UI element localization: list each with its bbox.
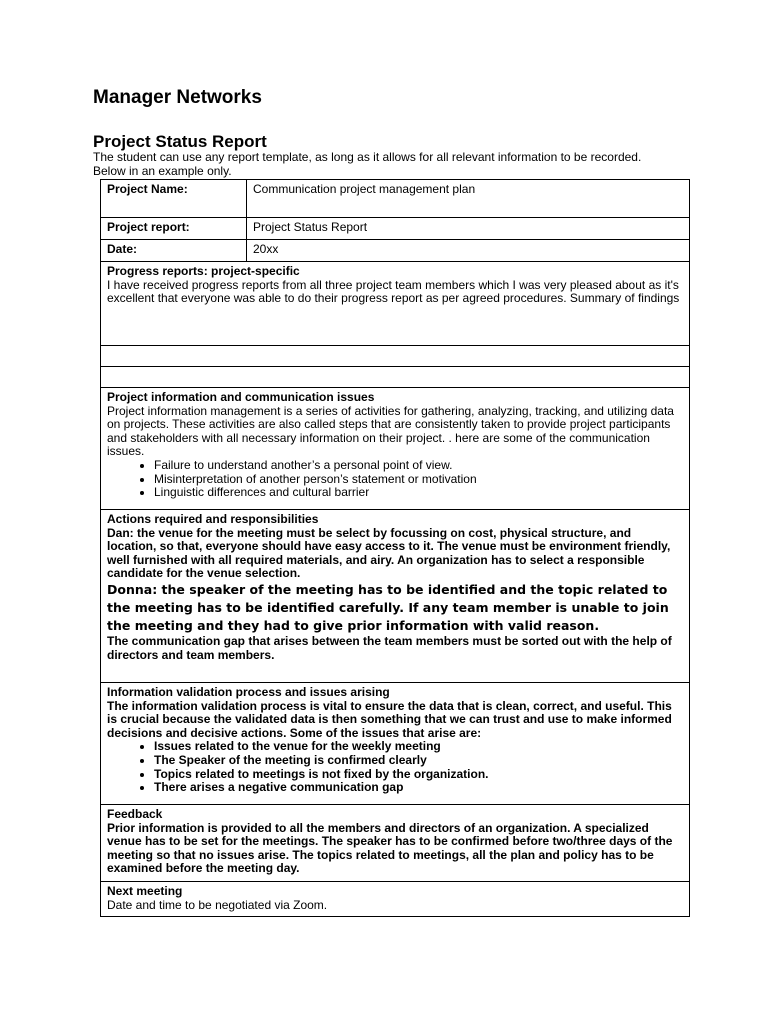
list-item: • Failure to understand another’s a personal point of view.	[154, 459, 683, 473]
list-item: • Issues related to the venue for the weekly meeting	[154, 740, 683, 754]
project-info-section	[101, 388, 690, 510]
empty-row	[101, 367, 690, 388]
table-row	[101, 805, 690, 882]
list-item: • Topics related to meetings is not fixed by the organization.	[154, 768, 683, 782]
next-meeting-heading: Next meeting	[107, 884, 183, 898]
next-meeting-body: Date and time to be negotiated via Zoom.	[107, 897, 328, 912]
project-name-value: Communication project management plan	[247, 180, 690, 218]
project-report-label: Project report:	[101, 218, 247, 240]
actions-donna: Donna: the speaker of the meeting has to be identified and the topic related to the meeting has to be identified carefully. If any team member is unable to join the meeting and they had to give prior information with valid reason.	[107, 581, 669, 633]
project-info-body: Project information management is a series of activities for gathering, analyzing, tracking, and utilizing data on projects. These activities are also called steps that are consistently taken to provide project participants and stakeholders with all necessary information on their project. . here are some of the communication issues.	[107, 403, 674, 459]
table-row	[101, 882, 690, 917]
feedback-heading: Feedback	[107, 807, 163, 821]
table-row	[101, 218, 690, 240]
intro-text: The student can use any report template, as long as it allows for all relevant information to be recorded. Below in an example only.	[93, 150, 642, 178]
table-row	[101, 367, 690, 388]
list-item: • Misinterpretation of another person’s statement or motivation	[154, 473, 683, 487]
next-meeting-section	[101, 882, 690, 917]
list-item: • There arises a negative communication gap	[154, 781, 683, 795]
actions-dan: Dan: the venue for the meeting must be select by focussing on cost, physical structure, and location, so that, everyone should have easy access to it. The venue must be environment friendly, well furnished with all required materials, and airy. An organization has to select a responsible candidate for the venue selection.	[107, 525, 671, 581]
list-item: • Linguistic differences and cultural barrier	[154, 486, 683, 500]
date-label: Date:	[101, 240, 247, 262]
actions-gap: The communication gap that arises between the team members must be sorted out with the help of directors and team members.	[107, 633, 672, 662]
document-title: Manager Networks	[93, 87, 262, 108]
table-row	[101, 683, 690, 805]
table-row	[101, 240, 690, 262]
validation-issues-list	[107, 740, 683, 794]
empty-row	[101, 346, 690, 367]
progress-heading: Progress reports: project-specific	[107, 264, 300, 278]
progress-section	[101, 262, 690, 346]
project-report-value: Project Status Report	[247, 218, 690, 240]
table-row	[101, 180, 690, 218]
validation-section	[101, 683, 690, 805]
project-name-label: Project Name:	[101, 180, 247, 218]
actions-section	[101, 510, 690, 683]
document-subtitle: Project Status Report	[93, 132, 267, 151]
table-row	[101, 346, 690, 367]
validation-body: The information validation process is vital to ensure the data that is clean, correct, and useful. This is crucial because the validated data is then something that we can trust and use to make informed decisions and decisive actions. Some of the issues that arise are:	[107, 698, 672, 740]
communication-issues-list	[107, 459, 683, 500]
actions-heading: Actions required and responsibilities	[107, 512, 319, 526]
table-row	[101, 388, 690, 510]
list-item: • The Speaker of the meeting is confirmed clearly	[154, 754, 683, 768]
date-value: 20xx	[247, 240, 690, 262]
table-row	[101, 262, 690, 346]
table-row	[101, 510, 690, 683]
validation-heading: Information validation process and issues arising	[107, 685, 390, 699]
progress-body: I have received progress reports from all three project team members which I was very pleased about as it's excellent that everyone was able to do their progress report as per agreed procedures. Summary of findings	[107, 277, 680, 306]
status-report-table	[100, 179, 690, 917]
feedback-body: Prior information is provided to all the members and directors of an organization. A specialized venue has to be set for the meetings. The speaker has to be confirmed before two/three days of the meeting so that no issues arise. The topics related to meetings, all the plan and policy has to be examined before the meeting day.	[107, 820, 673, 876]
feedback-section	[101, 805, 690, 882]
project-info-heading: Project information and communication issues	[107, 390, 375, 404]
